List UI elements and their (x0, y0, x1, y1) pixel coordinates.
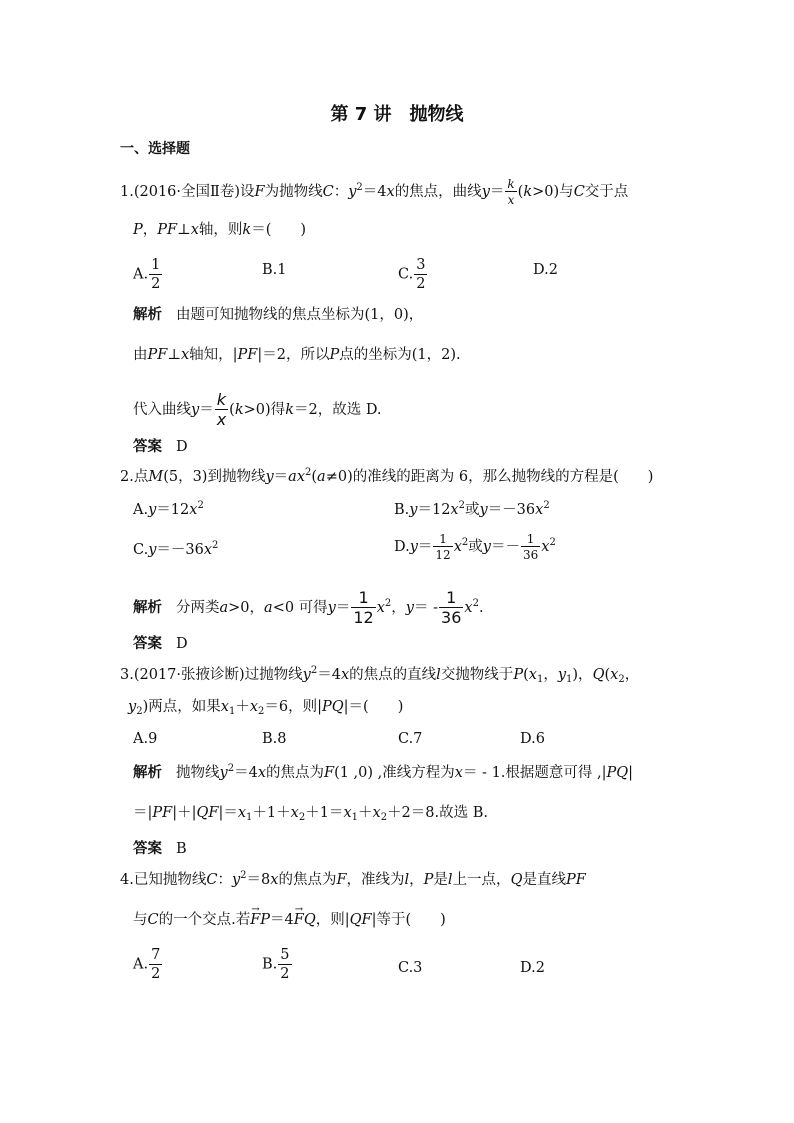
q1-solution-line1: 解析 由题可知抛物线的焦点坐标为(1，0)， (133, 307, 424, 323)
q3-solution-label: 解析 (133, 765, 162, 781)
q4-option-a-fraction: $\frac{7}{2}$ (151, 947, 161, 982)
q3-solution-line1: 解析 抛物线$y^2=4x$的焦点为F(1 ,0) ,准线方程为x＝ - 1.根据题意可得 ,|PQ| (133, 763, 634, 781)
q2-option-c: $C.y=-36x^2$ (133, 540, 219, 558)
q1-stem-line1: 1.(2016·全国Ⅱ卷)设F为抛物线C：$y^2=4x$的焦点，曲线y＝ $\frac{k}{x}$ (k>0)与C交于点 (120, 177, 629, 207)
q1-stem-line2: P，PF⊥x轴，则k＝( ) (133, 222, 307, 238)
q1-solution-fraction: $\frac{k}{x}$ (216, 390, 227, 429)
q1-option-c-fraction: $\frac{3}{2}$ (416, 257, 426, 292)
vector-fp: → FP (250, 910, 270, 930)
section-title: 一、选择题 (120, 141, 190, 157)
q1-option-a: A. $\frac{1}{2}$ (133, 257, 161, 292)
q4-option-c: C.3 (398, 960, 423, 976)
q2-option-d: D.y＝ $\frac{1}{12}$ $x^2$或y＝－ $\frac{1}{36}$ $x^2$ (394, 532, 556, 562)
q3-option-c: C.7 (398, 731, 423, 747)
q1-option-b: B.1 (262, 262, 287, 278)
q3-solution-line2: $=|PF|+|QF|=x_1+1+x_2+1=x_1+x_2+2=8$.故选 B. (133, 805, 488, 823)
q4-option-b-fraction: $\frac{5}{2}$ (280, 947, 290, 982)
q2-solution-fraction-2: $\frac{1}{36}$ (441, 588, 462, 627)
q3-answer-label: 答案 (133, 841, 162, 857)
q1-solution-label: 解析 (133, 307, 162, 323)
q4-option-d: D.2 (520, 960, 545, 976)
q3-option-d: D.6 (520, 731, 545, 747)
q2-answer: 答案 D (133, 636, 188, 652)
q1-option-a-fraction: $\frac{1}{2}$ (151, 257, 161, 292)
q2-solution-label: 解析 (133, 600, 162, 616)
q1-fraction-k-over-x: $\frac{k}{x}$ (507, 177, 515, 207)
q2-option-a: $A.y=12x^2$ (133, 500, 204, 518)
q1-solution-line2: 由PF⊥x轴知，|PF|＝2，所以P点的坐标为(1，2). (133, 347, 461, 363)
q1-solution-line3: 代入曲线y＝ $\frac{k}{x}$ (k>0)得k＝2，故选 D. (133, 390, 382, 429)
q2-option-b: $B.y=12x^2$或$y=-36x^2$ (394, 500, 550, 518)
q2-stem: 2.点M(5，3)到抛物线$y=ax^2(a\ne 0)$的准线的距离为 6，那么抛物线的方程是( ) (120, 467, 654, 485)
q2-answer-label: 答案 (133, 636, 162, 652)
vector-fq: → FQ (294, 910, 316, 930)
q2-option-d-fraction-1: $\frac{1}{12}$ (435, 532, 451, 562)
q4-stem-line1: 4.已知抛物线C：$y^2=8x$的焦点为F，准线为l，P是l上一点，Q是直线PF (120, 870, 586, 888)
q2-solution: 解析 分两类a>0，a<0 可得y＝ $\frac{1}{12}$ $x^2$，y＝ - $\frac{1}{36}$ $x^2$. (133, 588, 484, 627)
q4-option-a: A. $\frac{7}{2}$ (133, 947, 161, 982)
q3-option-a: A.9 (133, 731, 158, 747)
q3-option-b: B.8 (262, 731, 287, 747)
q3-stem-line1: 3.(2017·张掖诊断)过抛物线$y^2=4x$的焦点的直线l交抛物线于$P(x_1$，$y_1$)，$Q(x_2$， (120, 665, 640, 685)
q3-answer: 答案 B (133, 841, 187, 857)
page-title: 第 7 讲 抛物线 (330, 104, 464, 125)
q3-stem-line2: $y_2$)两点，如果$x_1+x_2=6$，则|PQ|＝( ) (128, 699, 404, 717)
q4-stem-line2: 与C的一个交点.若→ FP＝4→ FQ，则|QF|等于( ) (133, 910, 446, 930)
q1-answer-label: 答案 (133, 439, 162, 455)
q4-option-b: B. $\frac{5}{2}$ (262, 947, 290, 982)
q1-option-c: C. $\frac{3}{2}$ (398, 257, 426, 292)
q1-answer: 答案 D (133, 439, 188, 455)
q2-solution-fraction-1: $\frac{1}{12}$ (353, 588, 374, 627)
q1-option-d: D.2 (533, 262, 558, 278)
q2-option-d-fraction-2: $\frac{1}{36}$ (522, 532, 539, 562)
